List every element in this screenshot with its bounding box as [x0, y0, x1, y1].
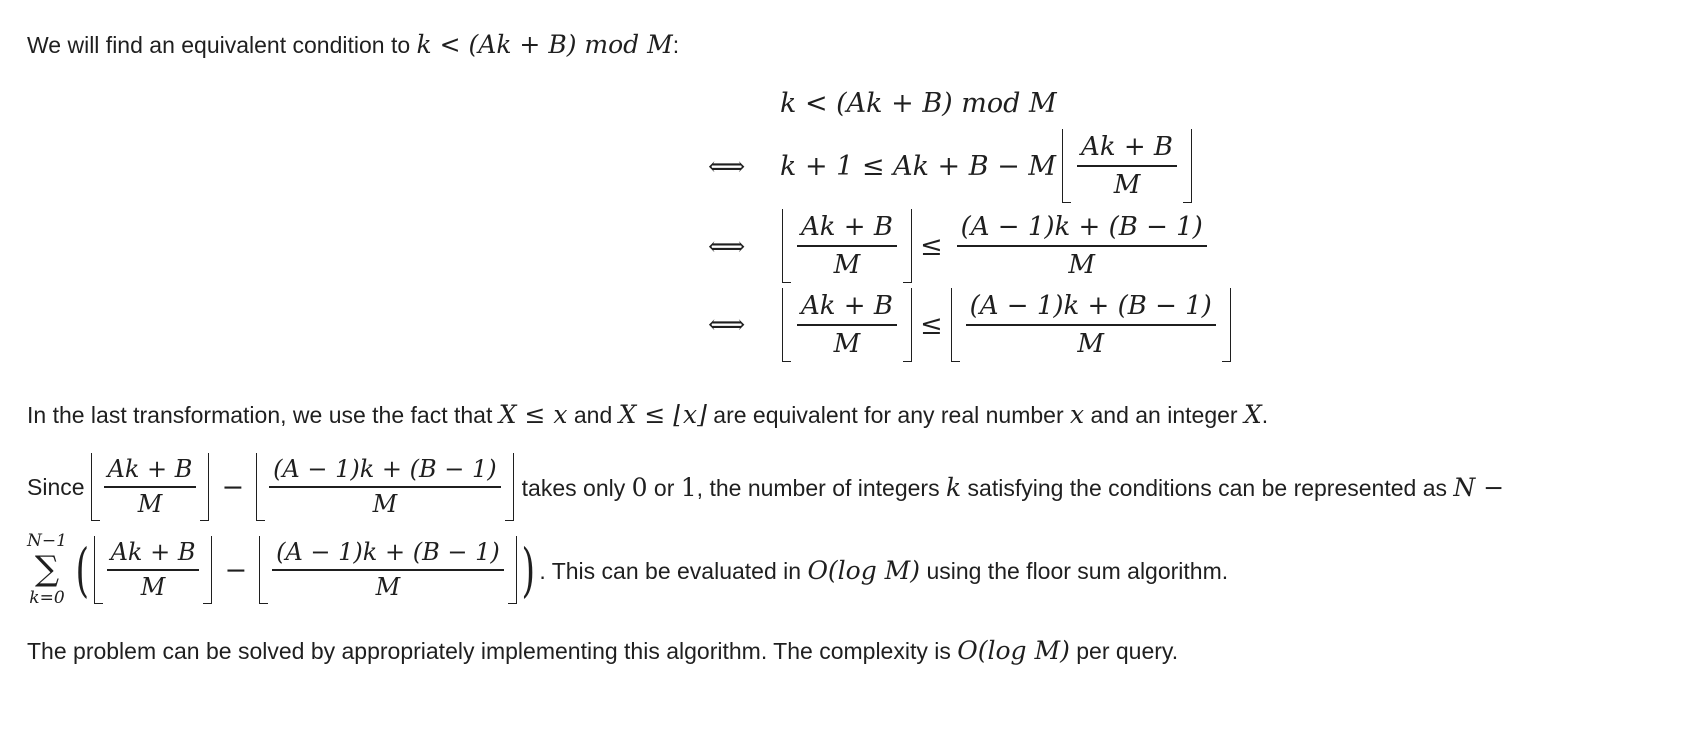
derivation-line-4 — [782, 287, 1231, 363]
p3-text-2: , the number of integers — [696, 474, 940, 501]
p4-complexity: O(log M) — [957, 636, 1070, 665]
p3-complexity: O(log M) — [807, 555, 921, 585]
line1-math: k < (Ak + B) mod M — [780, 88, 1057, 119]
frac-denominator-3: M — [833, 249, 861, 280]
p3-text-4: . This can be evaluated in — [539, 557, 802, 584]
p3-frac-den: M — [137, 489, 163, 518]
frac-denominator: M — [1113, 169, 1141, 200]
p2-text-2: and — [573, 402, 613, 428]
p3-fraction-ak-b — [104, 453, 197, 520]
p2-math-2: X ≤ ⌊x⌋ — [618, 400, 707, 429]
iff-symbol-2: ⟺ — [708, 232, 746, 262]
sum-frac-num: Ak + B — [110, 538, 196, 567]
frac-denominator-4: M — [833, 328, 861, 359]
derivation-line-1 — [780, 88, 1057, 119]
line2-lhs: k + 1 ≤ Ak + B − M — [780, 150, 1057, 182]
sum-upper-limit: N−1 — [27, 531, 67, 551]
p2-text-1: In the last transformation, we use the fact that — [27, 402, 493, 428]
p3-frac2-num: (A − 1)k + (B − 1) — [273, 455, 497, 484]
iff-symbol-3: ⟺ — [708, 310, 746, 340]
p3-minus: − — [221, 471, 245, 503]
p2-text-5: . — [1261, 402, 1269, 428]
frac2-denominator: M — [1068, 249, 1096, 280]
p4-text-2: per query. — [1076, 638, 1179, 664]
paragraph-transformation — [27, 400, 1268, 430]
fraction-a1k-b1-4 — [966, 288, 1216, 361]
fraction-ak-b-4 — [797, 288, 897, 361]
intro-line — [27, 30, 679, 60]
p3-floor-a1k-b1 — [256, 453, 514, 520]
sum-frac2-num: (A − 1)k + (B − 1) — [276, 538, 500, 567]
p3-since: Since — [27, 473, 85, 500]
fraction-a1k-b1 — [957, 209, 1207, 282]
le-symbol-4: ≤ — [919, 309, 943, 341]
paren-open: ( — [75, 536, 90, 604]
p3-floor-ak-b — [91, 453, 210, 520]
p3-text-1: takes only — [521, 474, 626, 501]
p2-math-1: X ≤ x — [498, 400, 568, 429]
sum-fraction-ak-b — [107, 536, 200, 603]
frac-numerator-3: Ak + B — [801, 212, 893, 243]
p3-zero: 0 — [631, 472, 648, 502]
p3-or: or — [653, 474, 675, 501]
paragraph-since-line2 — [27, 522, 1228, 618]
p3-text-5: using the floor sum algorithm. — [926, 557, 1229, 584]
p4-text-1: The problem can be solved by appropriately implementing this algorithm. The complexity is — [27, 638, 951, 664]
p3-k: k — [945, 472, 962, 502]
paragraph-conclusion — [27, 636, 1178, 666]
sum-floor-a1k-b1 — [259, 536, 517, 603]
derivation-line-3 — [782, 208, 1213, 284]
p2-math-4: X — [1243, 400, 1262, 429]
p3-text-3: satisfying the conditions can be represented as — [967, 474, 1447, 501]
le-symbol-3: ≤ — [919, 230, 943, 262]
p2-text-4: and an integer — [1090, 402, 1238, 428]
intro-math: k < (Ak + B) mod M — [416, 30, 673, 59]
paragraph-since-line1 — [27, 449, 1504, 525]
derivation-line-2 — [780, 128, 1192, 204]
p2-text-3: are equivalent for any real number — [713, 402, 1064, 428]
frac2-numerator-4: (A − 1)k + (B − 1) — [969, 291, 1212, 322]
frac-numerator-4: Ak + B — [801, 291, 893, 322]
intro-text: We will find an equivalent condition to — [27, 32, 411, 58]
iff-symbol-1: ⟺ — [708, 152, 746, 182]
p3-one: 1 — [680, 472, 697, 502]
sum-operator — [27, 531, 67, 609]
p3-fraction-a1k-b1 — [269, 453, 501, 520]
floor-ak-b-line4 — [782, 288, 912, 361]
sum-symbol: ∑ — [34, 549, 60, 589]
frac-numerator: Ak + B — [1081, 132, 1173, 163]
sum-minus: − — [224, 554, 248, 586]
frac2-denominator-4: M — [1077, 328, 1105, 359]
paren-close: ) — [521, 536, 535, 604]
p3-frac-num: Ak + B — [107, 455, 193, 484]
sum-lower-limit: k=0 — [29, 588, 65, 608]
floor-a1k-b1-line4 — [951, 288, 1231, 361]
floor-ak-b-line3 — [782, 209, 912, 282]
fraction-ak-b — [1077, 129, 1177, 202]
p3-frac2-den: M — [372, 489, 398, 518]
sum-frac2-den: M — [375, 572, 401, 601]
p3-n-minus: N − — [1453, 472, 1505, 502]
floor-ak-b-line2 — [1062, 129, 1192, 202]
fraction-ak-b-3 — [797, 209, 897, 282]
sum-fraction-a1k-b1 — [272, 536, 504, 603]
sum-floor-ak-b — [94, 536, 213, 603]
intro-suffix: : — [672, 32, 680, 58]
p2-math-3: x — [1070, 400, 1085, 429]
frac2-numerator: (A − 1)k + (B − 1) — [960, 212, 1203, 243]
sum-frac-den: M — [140, 572, 166, 601]
